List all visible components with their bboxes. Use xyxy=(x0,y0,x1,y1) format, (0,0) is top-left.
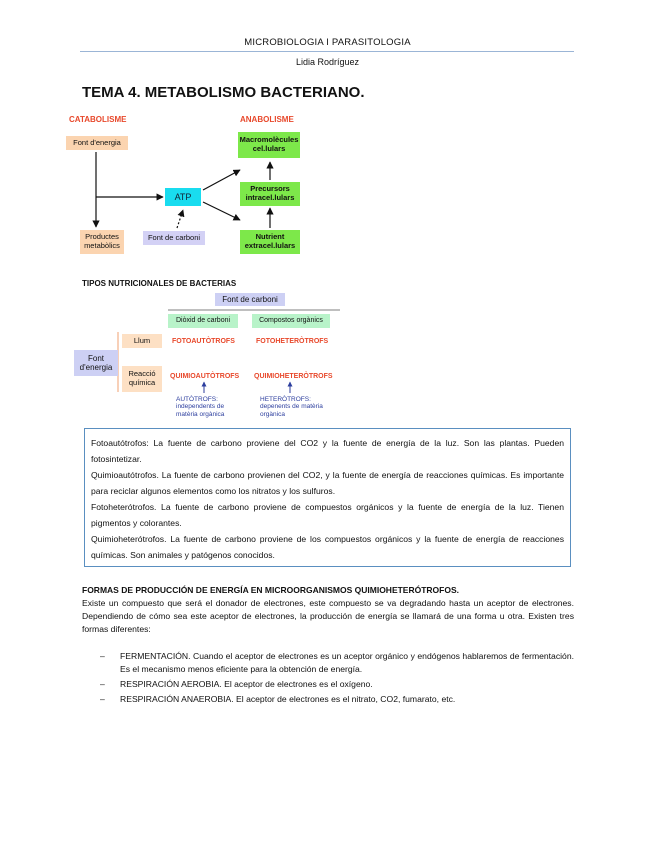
carbon-source-label: Font de carboni xyxy=(147,232,201,242)
nutrition-section-title: TIPOS NUTRICIONALES DE BACTERIAS xyxy=(82,279,237,288)
course-header: MICROBIOLOGIA I PARASITOLOGIA xyxy=(244,37,411,48)
autotrophs-note-line-1: AUTÒTROFS: xyxy=(176,396,218,403)
energy-forms-list xyxy=(100,650,574,708)
chemoautotrophs-cell: QUIMIOAUTÒTROFS xyxy=(170,373,240,380)
photoheterotrophs-cell: FOTOHETERÒTROFS xyxy=(256,338,329,345)
energy-source-box xyxy=(66,136,128,150)
nutrient-box xyxy=(240,230,300,254)
carbon-source-box xyxy=(143,231,205,245)
autotrophs-note-line-3: matèria orgànica xyxy=(176,410,225,418)
catabolism-label: CATABOLISME xyxy=(69,115,127,124)
carbon-source-header-label: Font de carboni xyxy=(222,294,278,304)
energy-source-label: Font d'energia xyxy=(73,137,121,147)
definition-chemoautotrophs: Quimioautótrofos. La fuente de carbono provienen del CO2, y la fuente de energía de reacciones químicas. Es importante para reciclar algunos elementos como los nitratos y los sulfuros. xyxy=(91,470,564,496)
co2-label: Diòxid de carboni xyxy=(175,316,231,324)
heterotrophs-note-line-1: HETERÒTROFS: xyxy=(260,396,311,403)
heterotrophs-note-line-2: depenents de matèria xyxy=(260,403,323,411)
atp-label: ATP xyxy=(174,191,192,202)
energy-source-line-1: Font xyxy=(87,353,104,363)
photoautotrophs-cell: FOTOAUTÒTROFS xyxy=(172,338,235,345)
nutrient-line-1: Nutrient xyxy=(255,232,285,242)
macromolecules-line-2: cel.lulars xyxy=(252,144,286,153)
precursors-line-1: Precursors xyxy=(250,184,290,194)
autotrophs-note xyxy=(176,396,224,418)
list-item-text: RESPIRACIÓN ANAEROBIA. El aceptor de electrones es el nitrato, CO2, fumarato, etc. xyxy=(120,694,456,704)
co2-column-header xyxy=(168,314,238,328)
chemical-line-2: química xyxy=(128,378,156,387)
chemoheterotrophs-cell: QUIMIOHETERÒTROFS xyxy=(254,373,333,380)
author-name: Lidia Rodríguez xyxy=(295,57,360,67)
list-item-text: RESPIRACIÓN AEROBIA. El aceptor de electrones es el oxígeno. xyxy=(120,679,373,689)
list-item xyxy=(100,693,574,706)
definition-photoautotrophs: Fotoautótrofos: La fuente de carbono proviene del CO2 y la fuente de energía de la luz. Son las plantas. Pueden fotosintetizar. xyxy=(91,438,564,464)
metabolism-diagram xyxy=(60,110,320,260)
precursors-box xyxy=(240,182,300,206)
light-label: Llum xyxy=(133,335,151,345)
nutrition-table xyxy=(70,292,350,422)
energy-source-line-2: d'energia xyxy=(79,363,113,372)
light-row-header xyxy=(122,334,162,348)
energy-forms-title: FORMAS DE PRODUCCIÓN DE ENERGÍA EN MICROORGANISMOS QUIMIOHETERÓTROFOS. xyxy=(82,585,460,595)
chemical-row-header xyxy=(122,366,162,392)
autotrophs-note-line-2: independents de xyxy=(176,403,225,411)
list-item-text: FERMENTACIÓN. Cuando el aceptor de electrones es un aceptor orgánico y endógenos hablaremos de fermentación. Es el mecanismo menos eficiente para la obtención de energía. xyxy=(120,651,574,674)
list-dash: – xyxy=(100,694,105,704)
list-dash: – xyxy=(100,651,105,661)
list-item xyxy=(100,650,574,676)
atp-box xyxy=(165,188,201,206)
list-dash: – xyxy=(100,679,105,689)
anabolism-label: ANABOLISME xyxy=(240,115,294,124)
energy-source-row-header xyxy=(74,350,118,376)
organic-column-header xyxy=(252,314,330,328)
precursors-line-2: intracel.lulars xyxy=(245,193,295,202)
products-line-2: metabòlics xyxy=(84,241,120,250)
macromolecules-box xyxy=(238,132,300,158)
page-title: TEMA 4. METABOLISMO BACTERIANO. xyxy=(82,84,365,101)
nutrient-line-2: extracel.lulars xyxy=(244,241,296,250)
carbon-source-header xyxy=(215,293,285,306)
header-divider xyxy=(80,51,574,52)
definitions-box xyxy=(84,428,571,567)
list-item xyxy=(100,678,574,691)
definition-photoheterotrophs: Fotoheterótrofos. La fuente de carbono proviene de compuestos orgánicos y la fuente de energía de la luz. Tienen pigmentos y colorantes. xyxy=(91,502,564,528)
macromolecules-line-1: Macromolècules xyxy=(239,135,299,145)
organic-label: Compostos orgànics xyxy=(259,316,323,324)
products-line-1: Productes xyxy=(85,232,119,242)
energy-forms-intro: Existe un compuesto que será el donador de electrones, este compuesto se va degradando hasta un aceptor de electrones. Dependiendo de cómo sea este aceptor de electrones, la producción de energía se llamará de una forma u otra. Existen tres formas diferentes: xyxy=(82,598,574,634)
heterotrophs-note xyxy=(260,396,323,418)
chemical-line-1: Reacció xyxy=(128,369,156,379)
definition-chemoheterotrophs: Quimioheterótrofos. La fuente de carbono proviene de los compuestos orgánicos y la fuente de energía de reacciones químicas. Son animales y patógenos conocidos. xyxy=(91,534,564,560)
products-box xyxy=(80,230,124,254)
heterotrophs-note-line-3: orgànica xyxy=(260,410,285,418)
